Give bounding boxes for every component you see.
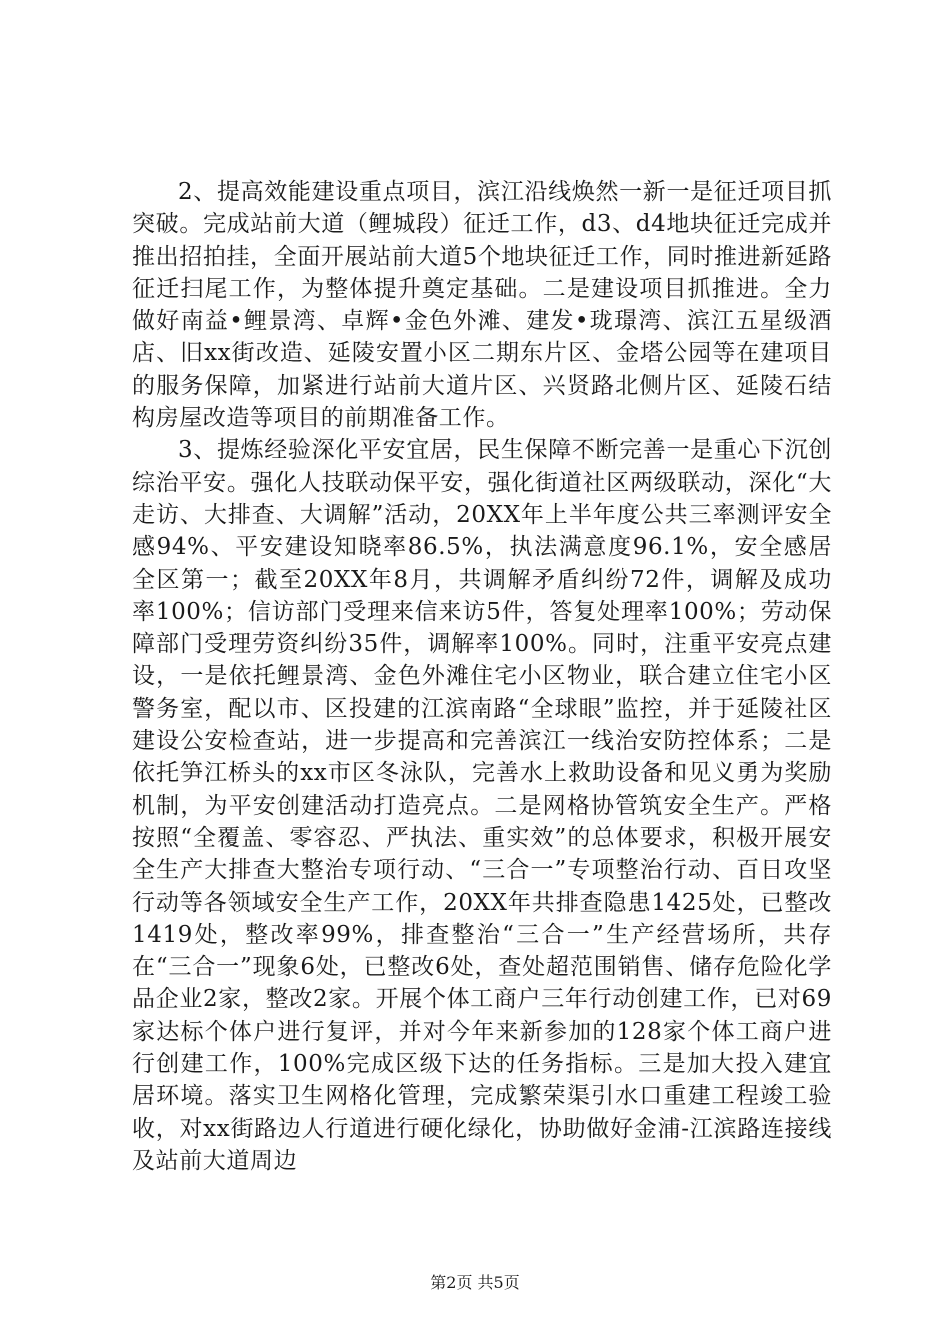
paragraph-project-construction: 2、提高效能建设重点项目，滨江沿线焕然一新一是征迁项目抓突破。完成站前大道（鲤城段）征迁工作，d3、d4地块征迁完成并推出招拍挂，全面开展站前大道5个地块征迁工作，同时推进新延路征迁扫尾工作，为整体提升奠定基础。二是建设项目抓推进。全力做好南益•鲤景湾、卓辉•金色外滩、建发•珑璟湾、滨江五星级酒店、旧xx街改造、延陵安置小区二期东片区、金塔公园等在建项目的服务保障，加紧进行站前大道片区、兴贤路北侧片区、延陵石结构房屋改造等项目的前期准备工作。 (132, 179, 832, 432)
page-number-footer: 第2页 共5页 (430, 1273, 520, 1292)
document-body (132, 176, 832, 1177)
paragraph-safety-livelihood: 3、提炼经验深化平安宜居，民生保障不断完善一是重心下沉创综治平安。强化人技联动保平安，强化街道社区两级联动，深化“大走访、大排查、大调解”活动，20XX年上半年度公共三率测评安全感94%、平安建设知晓率86.5%，执法满意度96.1%，安全感居全区第一；截至20XX年8月，共调解矛盾纠纷72件，调解及成功率100%；信访部门受理来信来访5件，答复处理率100%；劳动保障部门受理劳资纠纷35件，调解率100%。同时，注重平安亮点建设，一是依托鲤景湾、金色外滩住宅小区物业，联合建立住宅小区警务室，配以市、区投建的江滨南路“全球眼”监控，并于延陵社区建设公安检查站，进一步提高和完善滨江一线治安防控体系；二是依托笋江桥头的xx市区冬泳队，完善水上救助设备和见义勇为奖励机制，为平安创建活动打造亮点。二是网格协管筑安全生产。严格按照“全覆盖、零容忍、严执法、重实效”的总体要求，积极开展安全生产大排查大整治专项行动、“三合一”专项整治行动、百日攻坚行动等各领域安全生产工作，20XX年共排查隐患1425处，已整改1419处，整改率99%，排查整治“三合一”生产经营场所，共存在“三合一”现象6处，已整改6处，查处超范围销售、储存危险化学品企业2家，整改2家。开展个体工商户三年行动创建工作，已对69家达标个体户进行复评，并对今年来新参加的128家个体工商户进行创建工作，100%完成区级下达的任务指标。三是加大投入建宜居环境。落实卫生网格化管理，完成繁荣渠引水口重建工程竣工验收，对xx街路边人行道进行硬化绿化，协助做好金浦-江滨路连接线及站前大道周边 (132, 437, 832, 1174)
